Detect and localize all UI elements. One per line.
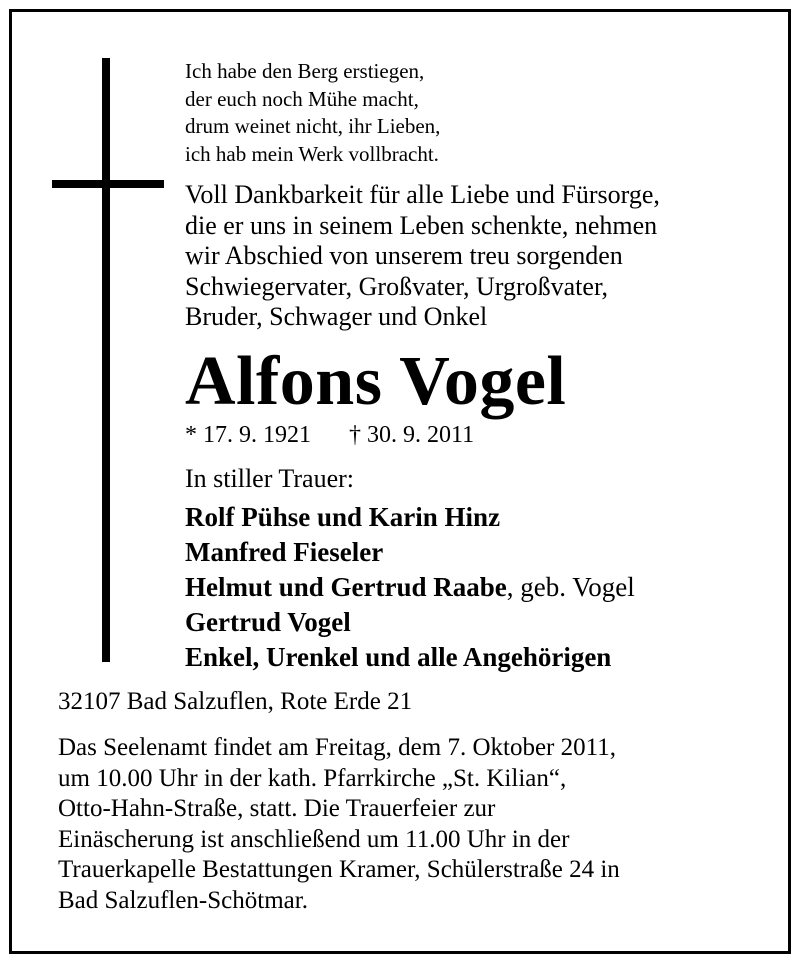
family-entry [185, 570, 635, 605]
family-entry [185, 500, 635, 535]
family-entry [185, 640, 635, 675]
cross-icon [102, 58, 110, 662]
family-name: Helmut und Gertrud Raabe [185, 572, 507, 602]
intro-line: wir Abschied von unserem treu sorgenden [185, 241, 623, 270]
family-suffix: , geb. Vogel [506, 572, 635, 602]
cross-icon-crossbar [52, 180, 164, 188]
service-line: Trauerkapelle Bestattungen Kramer, Schülerstraße 24 in [58, 856, 620, 883]
service-line: Einäscherung ist anschließend um 11.00 Uhr in der [58, 825, 570, 853]
intro-line: Bruder, Schwager und Onkel [185, 302, 488, 331]
intro-line: Schwiegervater, Großvater, Urgroßvater, [185, 271, 609, 301]
poem-line: drum weinet nicht, ihr Lieben, [185, 114, 441, 138]
family-entry [185, 535, 635, 570]
intro-text [185, 180, 660, 333]
family-name: Manfred Fieseler [185, 537, 384, 567]
poem-line: ich hab mein Werk vollbracht. [185, 141, 439, 166]
family-entry [185, 605, 635, 640]
poem-line: der euch noch Mühe macht, [185, 86, 419, 111]
family-name: Enkel, Urenkel und alle Angehörigen [185, 642, 612, 672]
service-line: um 10.00 Uhr in der kath. Pfarrkirche „St. Kilian“, [58, 764, 567, 792]
family-name: Gertrud Vogel [185, 607, 351, 637]
intro-line: die er uns in seinem Leben schenkte, nehmen [185, 210, 658, 240]
poem [185, 58, 440, 168]
mourning-label: In stiller Trauer: [185, 464, 354, 493]
family-list [185, 500, 635, 675]
deceased-name: Alfons Vogel [185, 343, 567, 420]
death-date: † 30. 9. 2011 [349, 422, 475, 448]
service-line: Otto-Hahn-Straße, statt. Die Trauerfeier zur [58, 795, 496, 822]
family-name: Rolf Pühse und Karin Hinz [185, 502, 501, 532]
poem-line: Ich habe den Berg erstiegen, [185, 59, 425, 83]
birth-date: * 17. 9. 1921 [185, 422, 311, 448]
service-info [58, 733, 620, 916]
life-dates [185, 420, 474, 450]
service-line: Das Seelenamt findet am Freitag, dem 7. Oktober 2011, [58, 734, 616, 761]
service-line: Bad Salzuflen-Schötmar. [58, 886, 308, 914]
intro-line: Voll Dankbarkeit für alle Liebe und Fürsorge, [185, 180, 660, 209]
address: 32107 Bad Salzuflen, Rote Erde 21 [58, 688, 413, 715]
